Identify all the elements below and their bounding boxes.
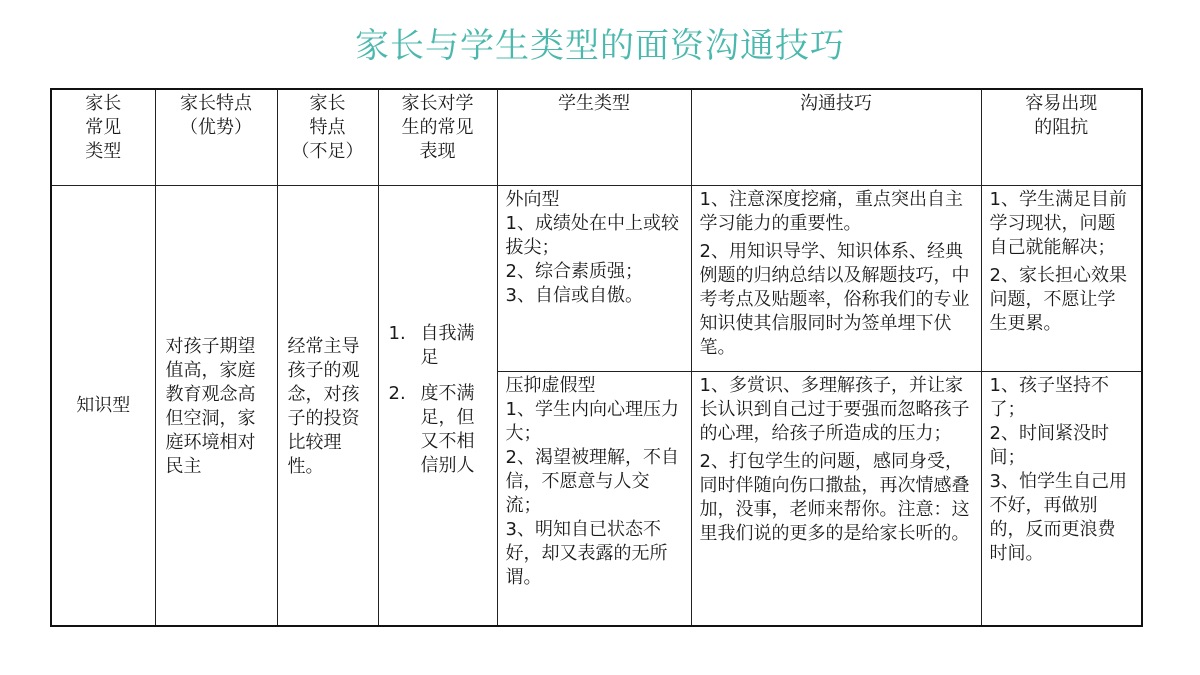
communication-table — [50, 88, 1143, 627]
page-title: 家长与学生类型的面资沟通技巧 — [355, 26, 845, 66]
parent-strength-cell: 对孩子期望值高，家庭教育观念高但空洞，家庭环境相对民主 — [155, 186, 277, 627]
header-parent-type: 家长 常见 类型 — [51, 89, 155, 186]
header-row — [51, 89, 1142, 186]
header-techniques: 沟通技巧 — [691, 89, 981, 186]
header-parent-weakness: 家长 特点 （不足） — [277, 89, 378, 186]
obstacles-cell: 1、孩子坚持不了； 2、时间紧没时间； 3、怕学生自己用不好，再做别的，反而更浪费时间。 — [981, 372, 1142, 627]
student-type-cell: 外向型 1、成绩处在中上或较拔尖； 2、综合素质强； 3、自信或自傲。 — [497, 186, 691, 372]
obstacles-cell: 1、学生满足目前学习现状，问题自己就能解决； 2、家长担心效果问题，不愿让学生更累。 — [981, 186, 1142, 372]
student-type-cell: 压抑虚假型 1、学生内向心理压力大； 2、渴望被理解，不自信，不愿意与人交流； 3、明知自已状态不好，却又表露的无所谓。 — [497, 372, 691, 627]
header-parent-behavior: 家长对学 生的常见 表现 — [378, 89, 497, 186]
parent-type-cell: 知识型 — [51, 186, 155, 627]
list-item: 1. 自我满足 — [388, 322, 475, 368]
parent-behavior-list — [379, 322, 497, 478]
header-parent-strength: 家长特点 （优势） — [155, 89, 277, 186]
table-row — [51, 186, 1142, 372]
list-item: 2. 度不满足，但又不相信别人 — [388, 382, 475, 476]
parent-weakness-cell: 经常主导孩子的观念，对孩子的投资比较理性。 — [277, 186, 378, 627]
header-student-type: 学生类型 — [497, 89, 691, 186]
techniques-cell: 1、注意深度挖痛，重点突出自主学习能力的重要性。 2、用知识导学、知识体系、经典例题的归纳总结以及解题技巧，中考考点及贴题率，俗称我们的专业知识使其信服同时为签单埋下伏笔。 — [691, 186, 981, 372]
techniques-cell: 1、多赏识、多理解孩子，并让家长认识到自己过于要强而忽略孩子的心理，给孩子所造成的压力； 2、打包学生的问题，感同身受，同时伴随向伤口撒盐，再次情感叠加，没事，老师来帮你。注意：这里我们说的更多的是给家长听的。 — [691, 372, 981, 627]
header-obstacles: 容易出现 的阻抗 — [981, 89, 1142, 186]
parent-behavior-cell — [378, 186, 497, 627]
